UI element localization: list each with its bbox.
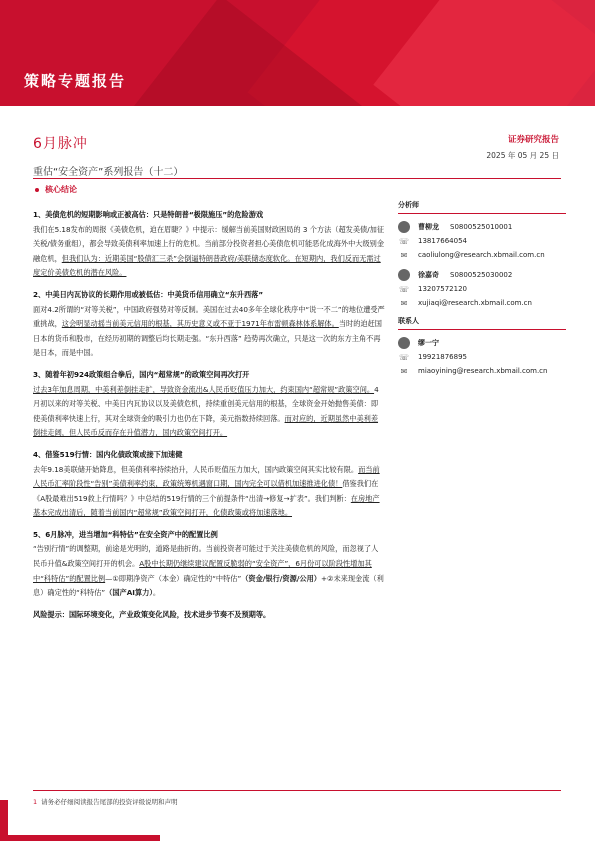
analyst-phone: 13817664054	[418, 237, 467, 245]
contact-name: 缪一宁	[418, 339, 439, 347]
report-type: 证券研究报告	[507, 135, 559, 145]
report-title: 6月脉冲	[33, 136, 88, 152]
section-heading: 3、随着年初924政策组合拳后，国内“超常规”的政策空间再次打开	[33, 369, 250, 379]
section-body: 我们在5.18发布的周报《美债危机，迫在眉睫？》中提示：缓解当前美国财政困局的 3 个方法（超发美债/加征关税/债务重组），都会导致美债利率加速上行的危机。当前部分投资者担心美债危机可能恶化成海外中大级别金融危机，但我们认为：近期美国“股债汇三杀”会倒逼特朗普政府/美联储态度软化。在短期内，我们反而无需过度定价美债危机的潜在风险。	[33, 224, 385, 278]
analyst-cert: S0800525030002	[450, 271, 513, 279]
email-icon: ✉	[400, 366, 408, 376]
analyst-email[interactable]: xujiaqi@research.xbmail.com.cn	[418, 299, 532, 307]
person-icon	[398, 221, 410, 233]
contact-label: 联系人	[398, 316, 566, 330]
analyst-name: 曹柳龙	[418, 223, 439, 231]
analyst-email[interactable]: caoliulong@research.xbmail.com.cn	[418, 251, 545, 259]
corner-decoration	[0, 835, 160, 841]
bullet-icon	[35, 188, 39, 192]
analyst-name: 徐嘉奇	[418, 271, 439, 279]
contact-email[interactable]: miaoyining@research.xbmail.com.cn	[418, 367, 548, 375]
core-conclusion-label: 核心结论	[35, 184, 77, 195]
analyst-entry	[398, 220, 568, 234]
email-icon: ✉	[400, 250, 408, 260]
person-icon	[398, 337, 410, 349]
footer-divider	[33, 790, 561, 791]
report-subtitle: 重估“安全资产”系列报告（十二）	[33, 167, 184, 178]
footer	[33, 797, 178, 806]
phone-icon: ☏	[398, 236, 409, 246]
analyst-cert: S0800525010001	[450, 223, 513, 231]
analyst-entry	[398, 268, 568, 282]
section-heading: 2、中美日内瓦协议的长期作用或被低估：中美货币信用确立“东升西落”	[33, 289, 264, 299]
footer-disclaimer: 请务必仔细阅读报告尾部的投资评级说明和声明	[41, 798, 178, 806]
main-content	[33, 205, 385, 622]
contact-phone: 19921876895	[418, 353, 467, 361]
section-heading: 1、美债危机的短期影响或正被高估：只是特朗普“极限施压”的危险游戏	[33, 210, 264, 219]
section-heading: 5、6月脉冲，进当增加“科特估”在安全资产中的配置比例	[33, 529, 218, 539]
title-divider	[33, 178, 561, 179]
section-body: 面对4.2所谓的“对等关税”，中国政府强势对等反制。美国在过去40多年全球化秩序中“说一不二”的地位遭受严重挑战，这会明显动摇当前美元信用的根基，其历史意义或不亚于1971年布雷顿森林体系解体。当时的迫赶国日本的货币和股市，在经历初期的调整后均长期走强。“东升西落” 趋势再次确立，只是这一次的东方主角不再是日本，而是中国。	[33, 304, 385, 358]
report-category: 策略专题报告	[24, 72, 127, 90]
page-number: 1	[33, 798, 38, 806]
section-body: 去年9.18美联储开始降息，但美债利率持续抬升，人民币贬值压力加大，国内政策空间其实比较有限。而当前人民币汇率阶段性“告别”美债利率约束，政策统筹机遇窗口期，国内完全可以借机加速推进化债！借鉴我们在《A股最难出519救上行情吗？》中总结的519行情的三个前提条件“出清→修复→扩表”。我们判断：在房地产基本完成出清后，随着当前国内“超常规”政策空间打开，化债政策或将加速落地。	[33, 464, 380, 518]
section-body: “告别行情”的调整期，前途是光明的，道路是曲折的。当前投资者可能过于关注美债危机的风险，而忽视了人民币升值&政策空间打开的机会。A股中长期仍继续建议配置反脆弱的“安全资产”，6月份可以阶段性增加其中“科特估”的配置比例—①即期净资产（本金）确定性的“中特估”（资金/银行/资源/公用）+②未来现金流（利息）确定性的“科特估”（国产AI算力）。	[33, 544, 384, 598]
section-heading: 4、借鉴519行情：国内化债政策或接下加速健	[33, 449, 183, 459]
phone-icon: ☏	[398, 352, 409, 362]
phone-icon: ☏	[398, 284, 409, 294]
section-body: 过去3年加息周期，中美利差倒挂走扩，导致资金流出&人民币贬值压力加大，约束国内“超常规”政策空间。4月初以来的对等关税、中美日内瓦协议以及美债危机，持续重创美元信用的根基，全球资金开始抛售美债：即使美债利率快速上行，其对全球资金的吸引力也仍在下降，美元指数持续回落。而对应的，近期虽然中美利差倒挂走阔，但人民币反而存在升值潜力，国内政策空间打开。	[33, 384, 379, 438]
analyst-phone: 13207572120	[418, 285, 467, 293]
email-icon: ✉	[400, 298, 408, 308]
analysts-label: 分析师	[398, 200, 566, 214]
contact-entry	[398, 336, 568, 350]
analyst-sidebar	[398, 200, 568, 378]
person-icon	[398, 269, 410, 281]
header-banner	[0, 0, 595, 106]
report-date: 2025 年 05 月 25 日	[486, 151, 559, 160]
risk-warning: 风险提示：国际环境变化，产业政策变化风险，技术进步节奏不及预期等。	[33, 609, 271, 619]
